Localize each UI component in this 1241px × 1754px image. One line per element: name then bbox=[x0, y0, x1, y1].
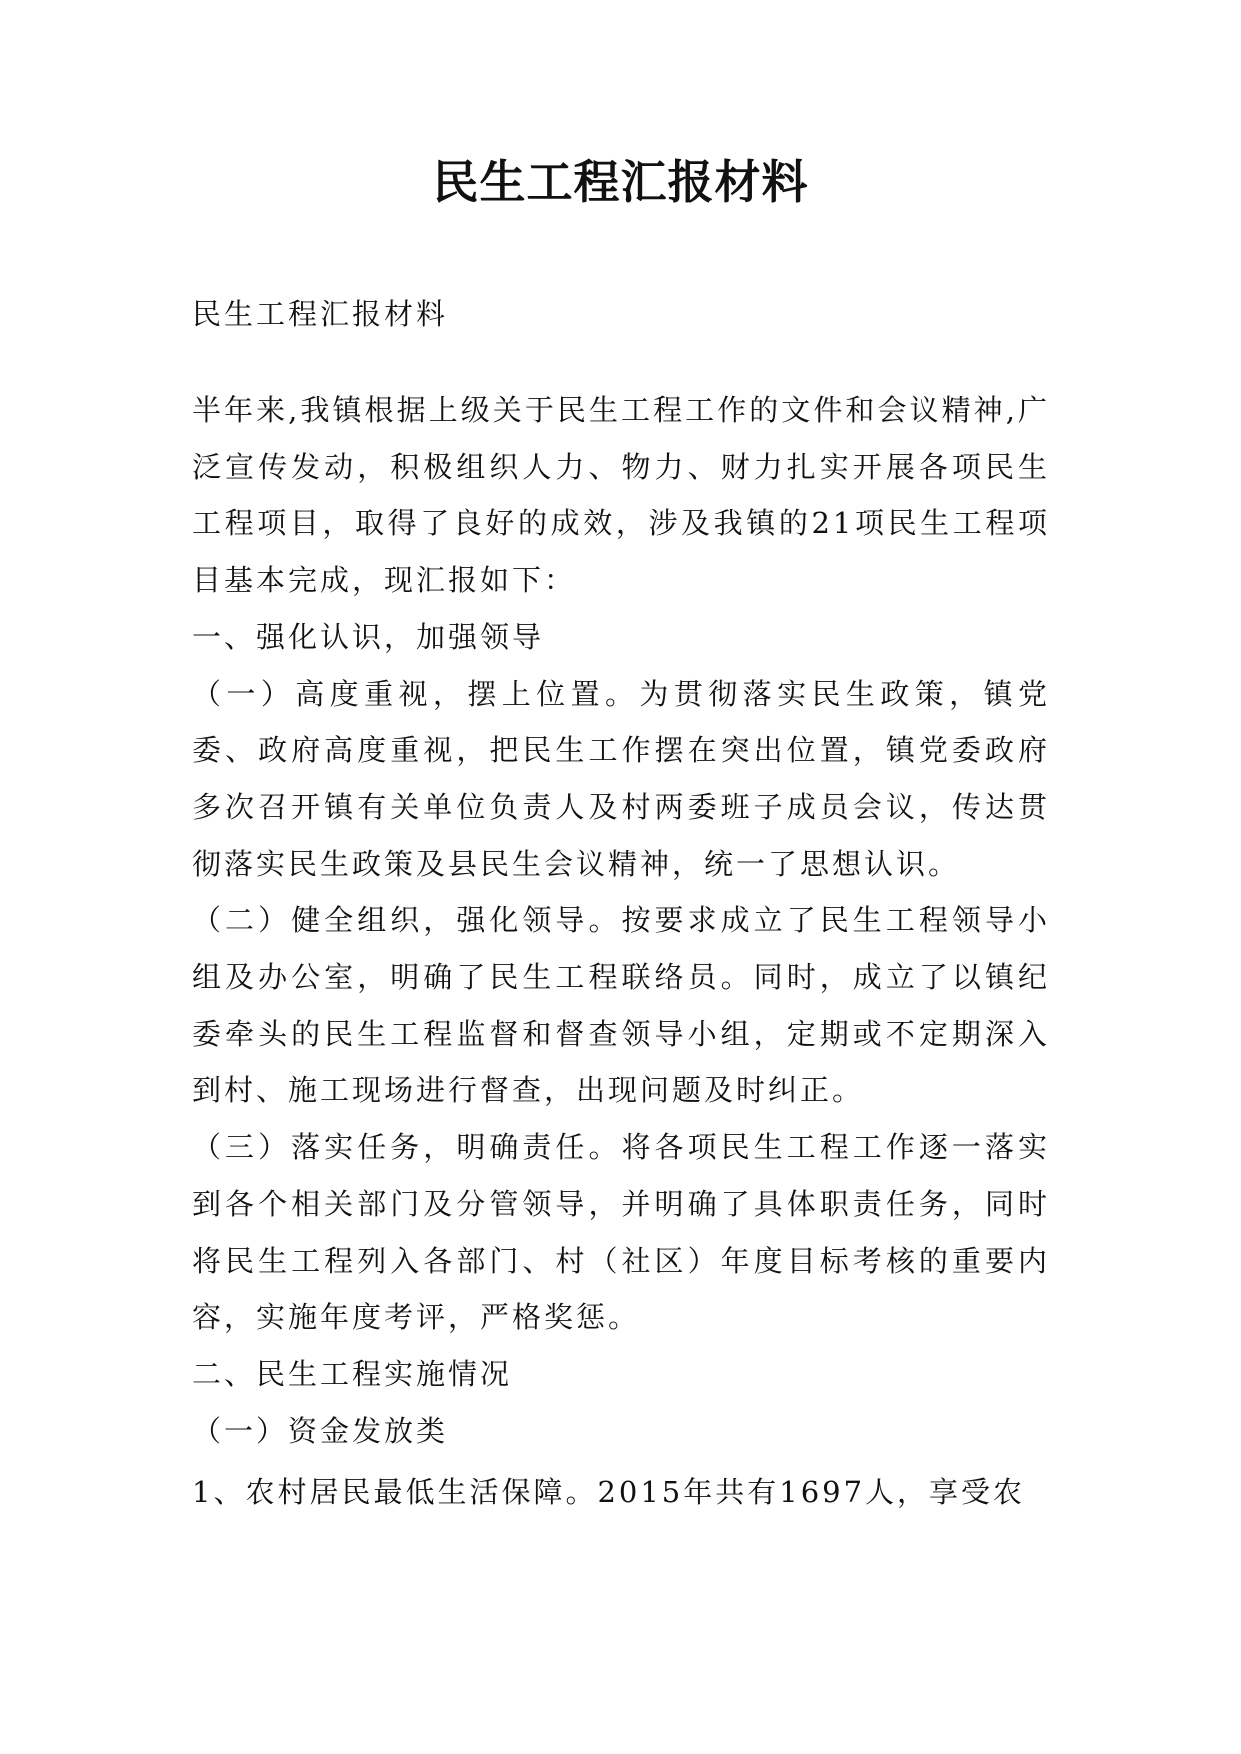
subheading-2-1: （一）资金发放类 bbox=[192, 1413, 449, 1448]
document-body bbox=[192, 382, 1050, 1521]
document-subtitle: 民生工程汇报材料 bbox=[192, 297, 449, 331]
paragraph-1-3: （三）落实任务，明确责任。将各项民生工程工作逐一落实到各个相关部门及分管领导，并明确了具体职责任务，同时将民生工程列入各部门、村（社区）年度目标考核的重要内容，实施年度考评，严格奖惩。 bbox=[192, 1130, 1050, 1335]
paragraph-1-1: （一）高度重视，摆上位置。为贯彻落实民生政策，镇党委、政府高度重视，把民生工作摆在突出位置，镇党委政府多次召开镇有关单位负责人及村两委班子成员会议，传达贯彻落实民生政策及县民生会议精神，统一了思想认识。 bbox=[192, 676, 1050, 881]
paragraph-intro: 半年来,我镇根据上级关于民生工程工作的文件和会议精神,广泛宣传发动，积极组织人力、物力、财力扎实开展各项民生工程项目，取得了良好的成效，涉及我镇的21项民生工程项目基本完成，现汇报如下： bbox=[192, 393, 1050, 598]
heading-section-2: 二、民生工程实施情况 bbox=[192, 1356, 513, 1391]
paragraph-2-1-1: 1、农村居民最低生活保障。2015年共有1697人，享受农 bbox=[192, 1475, 1026, 1510]
paragraph-1-2: （二）健全组织，强化领导。按要求成立了民生工程领导小组及办公室，明确了民生工程联络员。同时，成立了以镇纪委牵头的民生工程监督和督查领导小组，定期或不定期深入到村、施工现场进行督查，出现问题及时纠正。 bbox=[192, 903, 1050, 1108]
document-title: 民生工程汇报材料 bbox=[432, 155, 809, 209]
heading-section-1: 一、强化认识，加强领导 bbox=[192, 619, 545, 654]
